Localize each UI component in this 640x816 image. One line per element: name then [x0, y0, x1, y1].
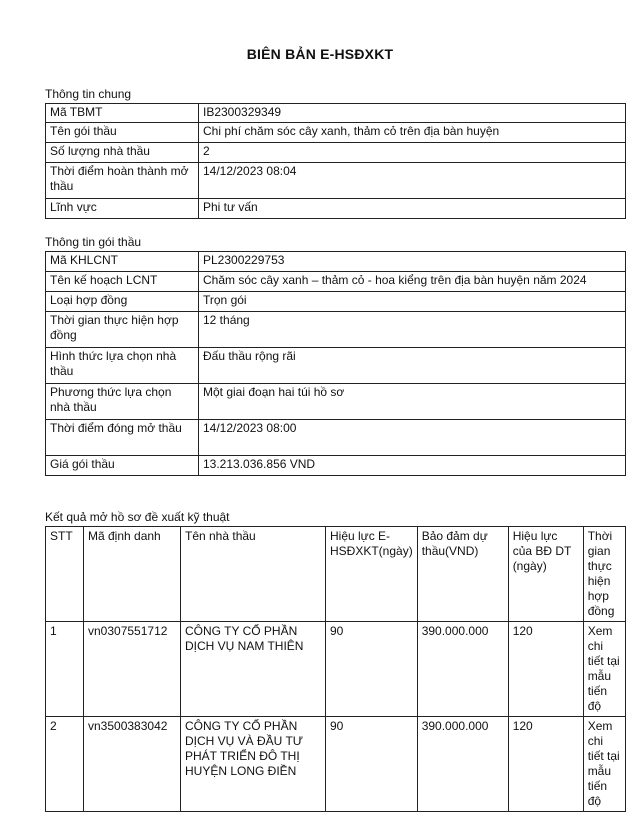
- cell-security-validity: 120: [508, 717, 583, 812]
- table-row: [46, 384, 626, 420]
- header-contractor-name: Tên nhà thầu: [181, 527, 326, 622]
- general-value: Chi phí chăm sóc cây xanh, thảm cỏ trên địa bàn huyện: [199, 123, 626, 143]
- package-key: Thời điểm đóng mở thầu: [46, 420, 199, 456]
- package-info-table: [45, 251, 626, 476]
- package-value: Chăm sóc cây xanh – thảm cỏ - hoa kiểng trên địa bàn huyện năm 2024: [199, 272, 626, 292]
- general-key: Lĩnh vực: [46, 199, 199, 219]
- general-section-label: Thông tin chung: [45, 87, 132, 101]
- cell-contract-duration: Xem chi tiết tại mẫu tiến độ: [583, 717, 625, 812]
- table-row: [46, 143, 626, 163]
- cell-bid-security: 390.000.000: [417, 717, 508, 812]
- package-key: Giá gói thầu: [46, 456, 199, 476]
- general-key: Tên gói thầu: [46, 123, 199, 143]
- table-row: [46, 622, 626, 717]
- package-value: 12 tháng: [199, 312, 626, 348]
- general-value: 2: [199, 143, 626, 163]
- package-value: 14/12/2023 08:00: [199, 420, 626, 456]
- table-row: [46, 456, 626, 476]
- table-row: [46, 272, 626, 292]
- table-row: [46, 163, 626, 199]
- results-section-label: Kết quả mở hồ sơ đề xuất kỹ thuật: [45, 510, 230, 524]
- table-row: [46, 348, 626, 384]
- package-section-label: Thông tin gói thầu: [45, 235, 142, 249]
- cell-id: vn3500383042: [84, 717, 181, 812]
- header-id: Mã định danh: [84, 527, 181, 622]
- table-row: [46, 420, 626, 456]
- header-validity: Hiệu lực E-HSĐXKT(ngày): [326, 527, 418, 622]
- package-value: 13.213.036.856 VND: [199, 456, 626, 476]
- general-value: 14/12/2023 08:04: [199, 163, 626, 199]
- cell-contractor-name: CÔNG TY CỔ PHẦN DỊCH VỤ NAM THIÊN: [181, 622, 326, 717]
- package-key: Hình thức lựa chọn nhà thầu: [46, 348, 199, 384]
- general-value: Phi tư vấn: [199, 199, 626, 219]
- general-key: Mã TBMT: [46, 104, 199, 123]
- header-security-validity: Hiệu lực của BĐ DT (ngày): [508, 527, 583, 622]
- header-bid-security: Bảo đảm dự thầu(VND): [417, 527, 508, 622]
- general-info-table: [45, 103, 626, 219]
- table-row: [46, 717, 626, 812]
- table-header-row: [46, 527, 626, 622]
- table-row: [46, 312, 626, 348]
- cell-contract-duration: Xem chi tiết tại mẫu tiến độ: [583, 622, 625, 717]
- table-row: [46, 104, 626, 123]
- cell-stt: 1: [46, 622, 84, 717]
- header-stt: STT: [46, 527, 84, 622]
- table-row: [46, 123, 626, 143]
- cell-bid-security: 390.000.000: [417, 622, 508, 717]
- cell-contractor-name: CÔNG TY CỔ PHẦN DỊCH VỤ VÀ ĐẦU TƯ PHÁT TRIỂN ĐÔ THỊ HUYỆN LONG ĐIỀN: [181, 717, 326, 812]
- package-value: Trọn gói: [199, 292, 626, 312]
- table-row: [46, 252, 626, 272]
- package-key: Loại hợp đồng: [46, 292, 199, 312]
- package-value: PL2300229753: [199, 252, 626, 272]
- cell-stt: 2: [46, 717, 84, 812]
- cell-id: vn0307551712: [84, 622, 181, 717]
- results-table: [45, 526, 626, 812]
- cell-security-validity: 120: [508, 622, 583, 717]
- table-row: [46, 199, 626, 219]
- general-key: Thời điểm hoàn thành mở thầu: [46, 163, 199, 199]
- general-key: Số lượng nhà thầu: [46, 143, 199, 163]
- package-key: Tên kế hoạch LCNT: [46, 272, 199, 292]
- document-title: BIÊN BẢN E-HSĐXKT: [246, 46, 394, 62]
- package-key: Mã KHLCNT: [46, 252, 199, 272]
- cell-validity: 90: [326, 622, 418, 717]
- package-value: Một giai đoạn hai túi hồ sơ: [199, 384, 626, 420]
- cell-validity: 90: [326, 717, 418, 812]
- header-contract-duration: Thời gian thực hiện hợp đồng: [583, 527, 625, 622]
- table-row: [46, 292, 626, 312]
- general-value: IB2300329349: [199, 104, 626, 123]
- package-key: Thời gian thực hiện hợp đồng: [46, 312, 199, 348]
- package-value: Đấu thầu rộng rãi: [199, 348, 626, 384]
- package-key: Phương thức lựa chọn nhà thầu: [46, 384, 199, 420]
